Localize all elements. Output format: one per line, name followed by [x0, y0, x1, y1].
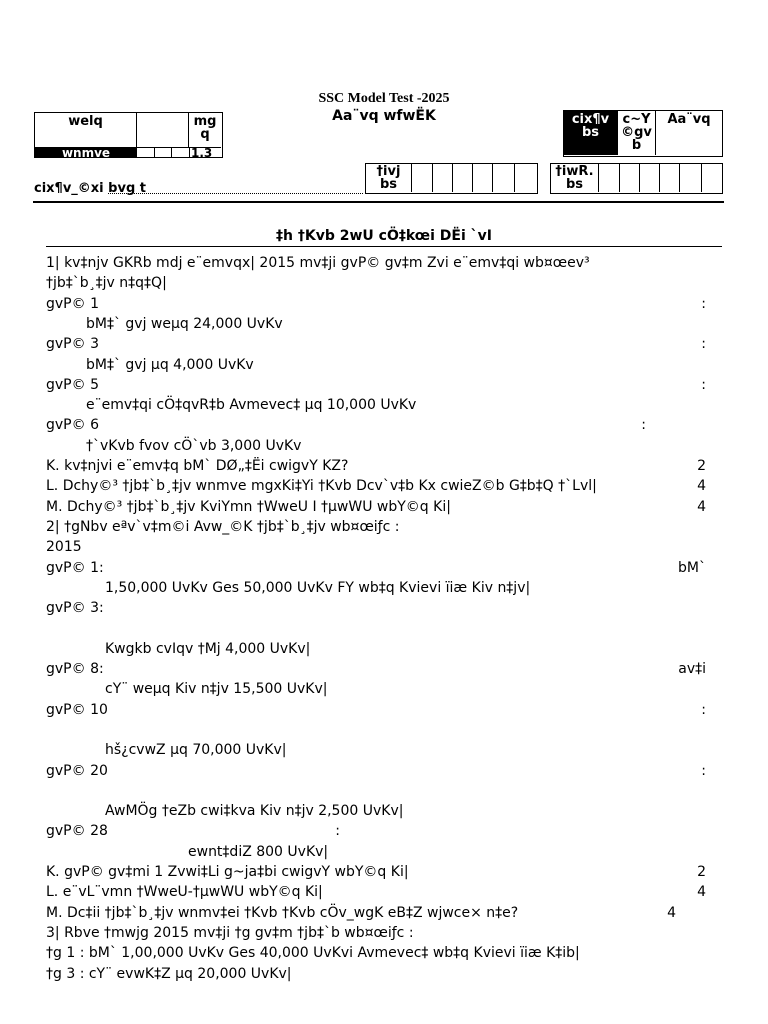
question-line: †g 1 : bM` 1,00,000 UvKv Ges 40,000 UvKvi Avmevec‡ wb‡q Kvievi ïiæ K‡ib|	[46, 945, 580, 962]
subject-label: welq	[35, 113, 137, 147]
question-line-mark: av‡i	[678, 661, 706, 677]
question-line: ewnt‡diZ 800 UvKv|	[188, 843, 329, 860]
question-line: 1,50,000 UvKv Ges 50,000 UvKv FY wb‡q Kvievi ïiæ Kiv n‡jv|	[105, 579, 531, 596]
exam-no-label: cix¶v bs	[564, 111, 618, 155]
question-line: hš¿cvwZ µq 70,000 UvKv|	[105, 742, 287, 759]
question-line-mark: :	[641, 417, 646, 434]
question-line: gvP© 6	[46, 417, 99, 434]
roll-label: †ivj bs	[366, 164, 412, 192]
question-line-mark: :	[701, 762, 706, 779]
question-line: AwMÖg †eZb cwi‡kva Kiv n‡jv 2,500 UvKv|	[105, 803, 404, 820]
question-line-mark: 2	[697, 458, 706, 474]
question-line: gvP© 10	[46, 701, 108, 718]
question-line: Kwgkb cvIqv †Mj 4,000 UvKv|	[105, 640, 311, 657]
subject-blank-cell	[137, 113, 189, 147]
exam-title: SSC Model Test -2025	[318, 91, 450, 106]
question-line-mark: 4	[697, 498, 706, 515]
question-line: L. Dchy©³ †jb‡`b¸‡jv wnmve mgxKi‡Yi †Kvb Dcv`v‡b Kx cwieZ©b G‡b‡Q †`Lvl|	[46, 478, 597, 495]
question-line-mark: :	[701, 701, 706, 718]
question-line: bM‡` gvj µq 4,000 UvKv	[86, 356, 254, 373]
question-line-mark: 2	[697, 864, 706, 880]
question-line: †g 3 : cY¨ evwK‡Z µq 20,000 UvKv|	[46, 965, 292, 982]
name-dotted-line[interactable]	[108, 193, 363, 194]
question-line: gvP© 28	[46, 823, 108, 840]
full-marks-label: c~Y ©gv b	[618, 111, 656, 155]
bar-label: wnmve	[61, 147, 111, 157]
question-line: gvP© 3:	[46, 600, 104, 617]
question-line: bM‡` gvj weµq 24,000 UvKv	[86, 315, 283, 332]
question-line-mark: :	[701, 295, 706, 312]
question-line: 3| Rbve †mwjg 2015 mv‡ji †g gv‡m †jb‡`b wb¤œiƒc :	[46, 924, 414, 941]
question-line: 2015	[46, 539, 82, 556]
question-line: e¨emv‡qi cÖ‡qvR‡b Avmevec‡ µq 10,000 UvKv	[86, 397, 417, 414]
question-line: cY¨ weµq Kiv n‡jv 15,500 UvKv|	[105, 681, 328, 698]
question-line: gvP© 3	[46, 336, 99, 353]
exam-subtitle: Aa¨vq wfwËK	[332, 108, 436, 124]
question-line: K. gvP© gv‡mi 1 Zvwi‡Li g~ja‡bi cwigvY wbY©q Ki|	[46, 864, 409, 880]
registration-box[interactable]	[550, 163, 723, 194]
header-rule	[33, 201, 724, 203]
question-line-mark: :	[701, 336, 706, 353]
question-line-mark: 4	[697, 478, 706, 495]
section-heading: ‡h †Kvb 2wU cÖ‡kœi DËi `vI	[276, 228, 492, 244]
question-line: gvP© 1:	[46, 559, 104, 576]
question-line: M. Dchy©³ †jb‡`b¸‡jv KviYmn †WweU I †µwWU wbY©q Ki|	[46, 498, 451, 515]
question-line: †jb‡`b¸‡jv n‡q‡Q|	[46, 275, 167, 292]
question-line: 2| †gNbv eªv`v‡m©i Avw_©K †jb‡`b¸‡jv wb¤œiƒc :	[46, 518, 400, 535]
exam-info-box	[563, 110, 723, 157]
question-line-mark: :	[335, 823, 340, 840]
section-rule	[46, 246, 722, 247]
subject-box	[34, 112, 223, 158]
question-line: M. Dc‡ii †jb‡`b¸‡jv wnmv‡ei †Kvb †Kvb cÖv_wgK eB‡Z wjwce× n‡e?	[46, 904, 519, 921]
question-line: gvP© 1	[46, 295, 99, 312]
question-line-mark: bM`	[678, 559, 706, 576]
question-line: gvP© 20	[46, 762, 108, 779]
question-line: K. kv‡njvi e¨emv‡q bM` DØ„‡Ëi cwigvY KZ?	[46, 458, 349, 474]
registration-label: †iwR. bs	[551, 164, 599, 192]
question-line-mark: :	[701, 376, 706, 393]
question-line-mark: 4	[667, 904, 676, 921]
question-line: gvP© 8:	[46, 661, 104, 677]
question-line-mark: 4	[697, 884, 706, 901]
subject-dark-bar	[35, 147, 137, 157]
chapter-label: Aa¨vq	[667, 112, 711, 127]
question-line: gvP© 5	[46, 376, 99, 393]
bar-value: 1.3	[191, 147, 213, 157]
examinee-name-label: cix¶v_©xi bvg t	[34, 181, 146, 196]
code-label: mg q	[193, 114, 217, 142]
roll-box[interactable]	[365, 163, 538, 194]
question-line: 1| kv‡njv GKRb mdj e¨emvqx| 2015 mv‡ji gvP© gv‡m Zvi e¨emv‡qi wb¤œev³	[46, 255, 590, 271]
question-line: L. e¨vL¨vmn †WweU-†µwWU wbY©q Ki|	[46, 884, 323, 901]
question-line: †`vKvb fvov cÖ`vb 3,000 UvKv	[86, 437, 302, 454]
